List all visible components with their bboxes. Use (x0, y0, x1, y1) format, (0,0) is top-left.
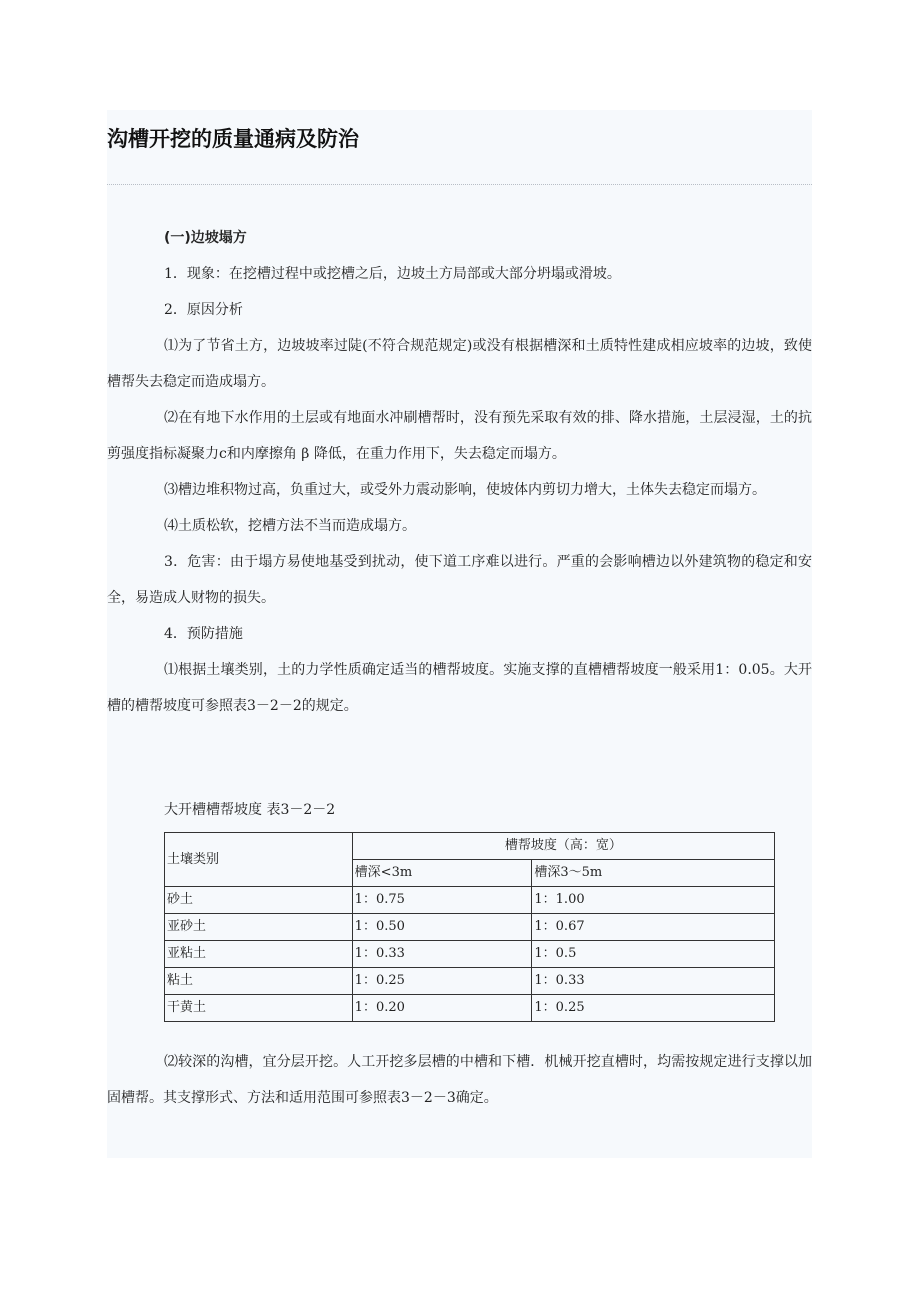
slope-table (164, 832, 775, 1022)
paragraph: 2．原因分析 (164, 302, 243, 318)
paragraph: ⑴根据土壤类别，土的力学性质确定适当的槽帮坡度。实施支撑的直槽槽帮坡度一般采用1：0.05。大开槽的槽帮坡度可参照表3－2－2的规定。 (107, 662, 812, 714)
header-soil-type: 土壤类别 (165, 833, 353, 887)
paragraph: 3．危害：由于塌方易使地基受到扰动，使下道工序难以进行。严重的会影响槽边以外建筑物的稳定和安全，易造成人财物的损失。 (107, 554, 812, 606)
value-cell: 1：1.00 (532, 887, 775, 914)
paragraph: ⑶槽边堆积物过高，负重过大，或受外力震动影响，使坡体内剪切力增大，土体失去稳定而塌方。 (164, 482, 766, 498)
value-cell: 1：0.75 (352, 887, 532, 914)
header-depth-3to5: 槽深3～5m (532, 860, 775, 887)
soil-cell: 亚砂土 (165, 914, 353, 941)
article-body-continued (107, 1044, 812, 1116)
title-divider (107, 184, 812, 185)
value-cell: 1：0.20 (352, 995, 532, 1022)
table-row (165, 914, 775, 941)
table-caption: 大开槽槽帮坡度 表3－2－2 (164, 802, 336, 818)
paragraph: ⑵较深的沟槽，宜分层开挖。人工开挖多层槽的中槽和下槽．机械开挖直槽时，均需按规定进行支撑以加固槽帮。其支撑形式、方法和适用范围可参照表3－2－3确定。 (107, 1054, 812, 1106)
value-cell: 1：0.25 (352, 968, 532, 995)
paragraph: 4．预防措施 (164, 626, 243, 642)
page-title: 沟槽开挖的质量通病及防治 (107, 127, 359, 151)
soil-cell: 砂土 (165, 887, 353, 914)
paragraph: ⑷土质松软，挖槽方法不当而造成塌方。 (164, 518, 416, 534)
table-row (165, 995, 775, 1022)
paragraph: ⑵在有地下水作用的土层或有地面水冲刷槽帮时，没有预先采取有效的排、降水措施，土层浸湿，土的抗剪强度指标凝聚力c和内摩擦角 β 降低，在重力作用下，失去稳定而塌方。 (107, 410, 812, 462)
article-body (107, 220, 812, 724)
value-cell: 1：0.33 (352, 941, 532, 968)
value-cell: 1：0.5 (532, 941, 775, 968)
table-row (165, 968, 775, 995)
soil-cell: 亚粘土 (165, 941, 353, 968)
soil-cell: 干黄土 (165, 995, 353, 1022)
header-depth-lt3: 槽深<3m (352, 860, 532, 887)
paragraph: ⑴为了节省土方，边坡坡率过陡(不符合规范规定)或没有根据槽深和土质特性建成相应坡率的边坡，致使槽帮失去稳定而造成塌方。 (107, 338, 812, 390)
section-heading: (一)边坡塌方 (164, 230, 247, 246)
document-page (107, 110, 812, 1158)
paragraph: 1．现象：在挖槽过程中或挖槽之后，边坡土方局部或大部分坍塌或滑坡。 (164, 266, 621, 282)
value-cell: 1：0.33 (532, 968, 775, 995)
value-cell: 1：0.67 (532, 914, 775, 941)
header-slope-ratio: 槽帮坡度（高：宽） (352, 833, 774, 860)
value-cell: 1：0.50 (352, 914, 532, 941)
value-cell: 1：0.25 (532, 995, 775, 1022)
soil-cell: 粘土 (165, 968, 353, 995)
table-row (165, 887, 775, 914)
table-row (165, 941, 775, 968)
